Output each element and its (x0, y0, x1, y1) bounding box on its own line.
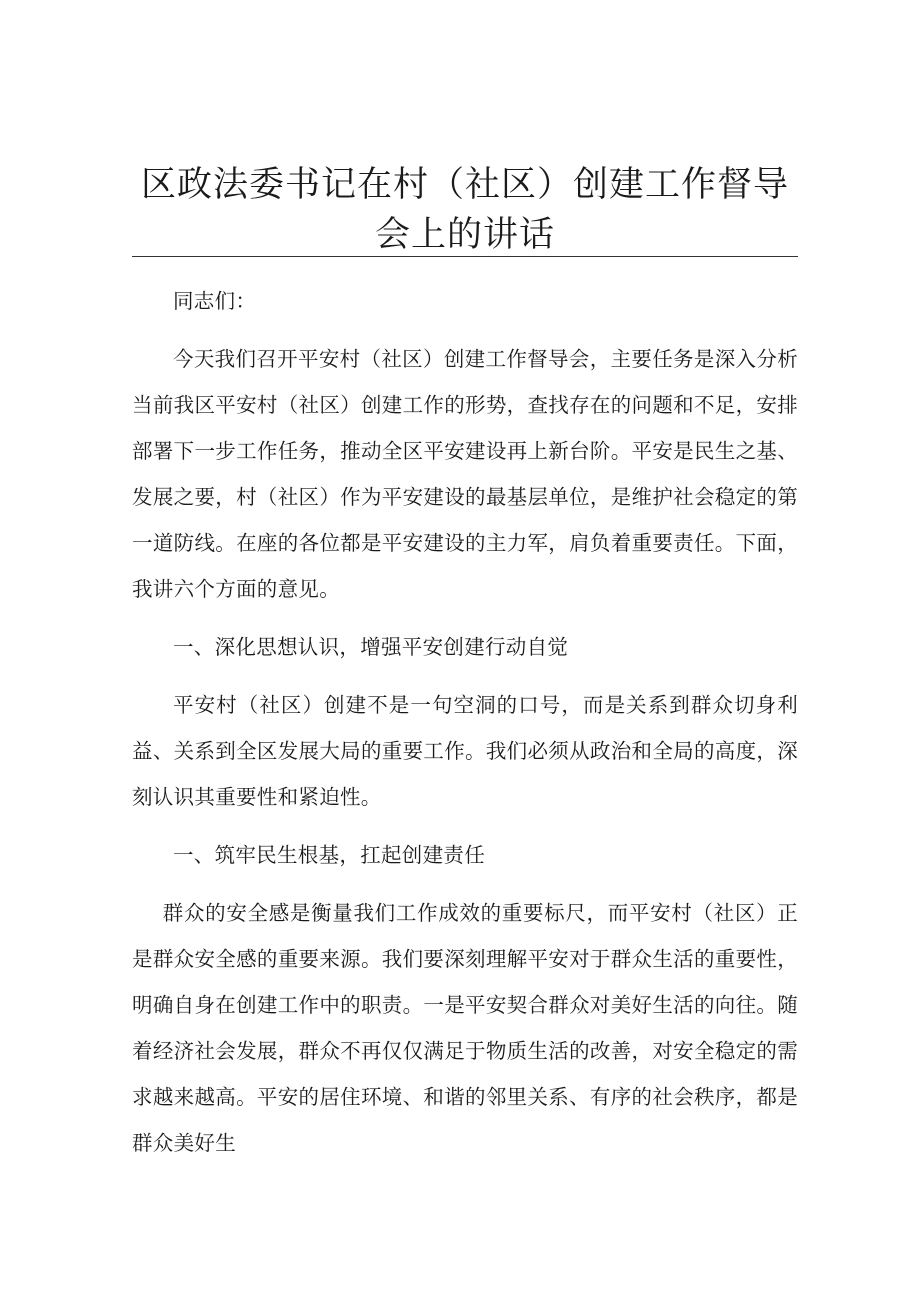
document-body (132, 278, 798, 1178)
title-divider (132, 256, 798, 257)
section-heading-1: 一、深化思想认识，增强平安创建行动自觉 (173, 635, 569, 659)
salutation: 同志们： (173, 289, 257, 313)
document-title: 区政法委书记在村（社区）创建工作督导会上的讲话 (140, 165, 789, 255)
paragraph-intro: 今天我们召开平安村（社区）创建工作督导会，主要任务是深入分析当前我区平安村（社区）创建工作的形势，查找存在的问题和不足，安排部署下一步工作任务，推动全区平安建设再上新台阶。平安是民生之基、发展之要，村（社区）作为平安建设的最基层单位，是维护社会稳定的第一道防线。在座的各位都是平安建设的主力军，肩负着重要责任。下面，我讲六个方面的意见。 (132, 347, 798, 601)
paragraph-section-1: 平安村（社区）创建不是一句空洞的口号，而是关系到群众切身利益、关系到全区发展大局的重要工作。我们必须从政治和全局的高度，深刻认识其重要性和紧迫性。 (132, 693, 798, 809)
section-heading-2: 一、筑牢民生根基，扛起创建责任 (173, 843, 485, 867)
paragraph-section-2: 群众的安全感是衡量我们工作成效的重要标尺，而平安村（社区）正是群众安全感的重要来源。我们要深刻理解平安对于群众生活的重要性，明确自身在创建工作中的职责。一是平安契合群众对美好生活的向往。随着经济社会发展，群众不再仅仅满足于物质生活的改善，对安全稳定的需求越来越高。平安的居住环境、和谐的邻里关系、有序的社会秩序，都是群众美好生 (132, 901, 798, 1155)
